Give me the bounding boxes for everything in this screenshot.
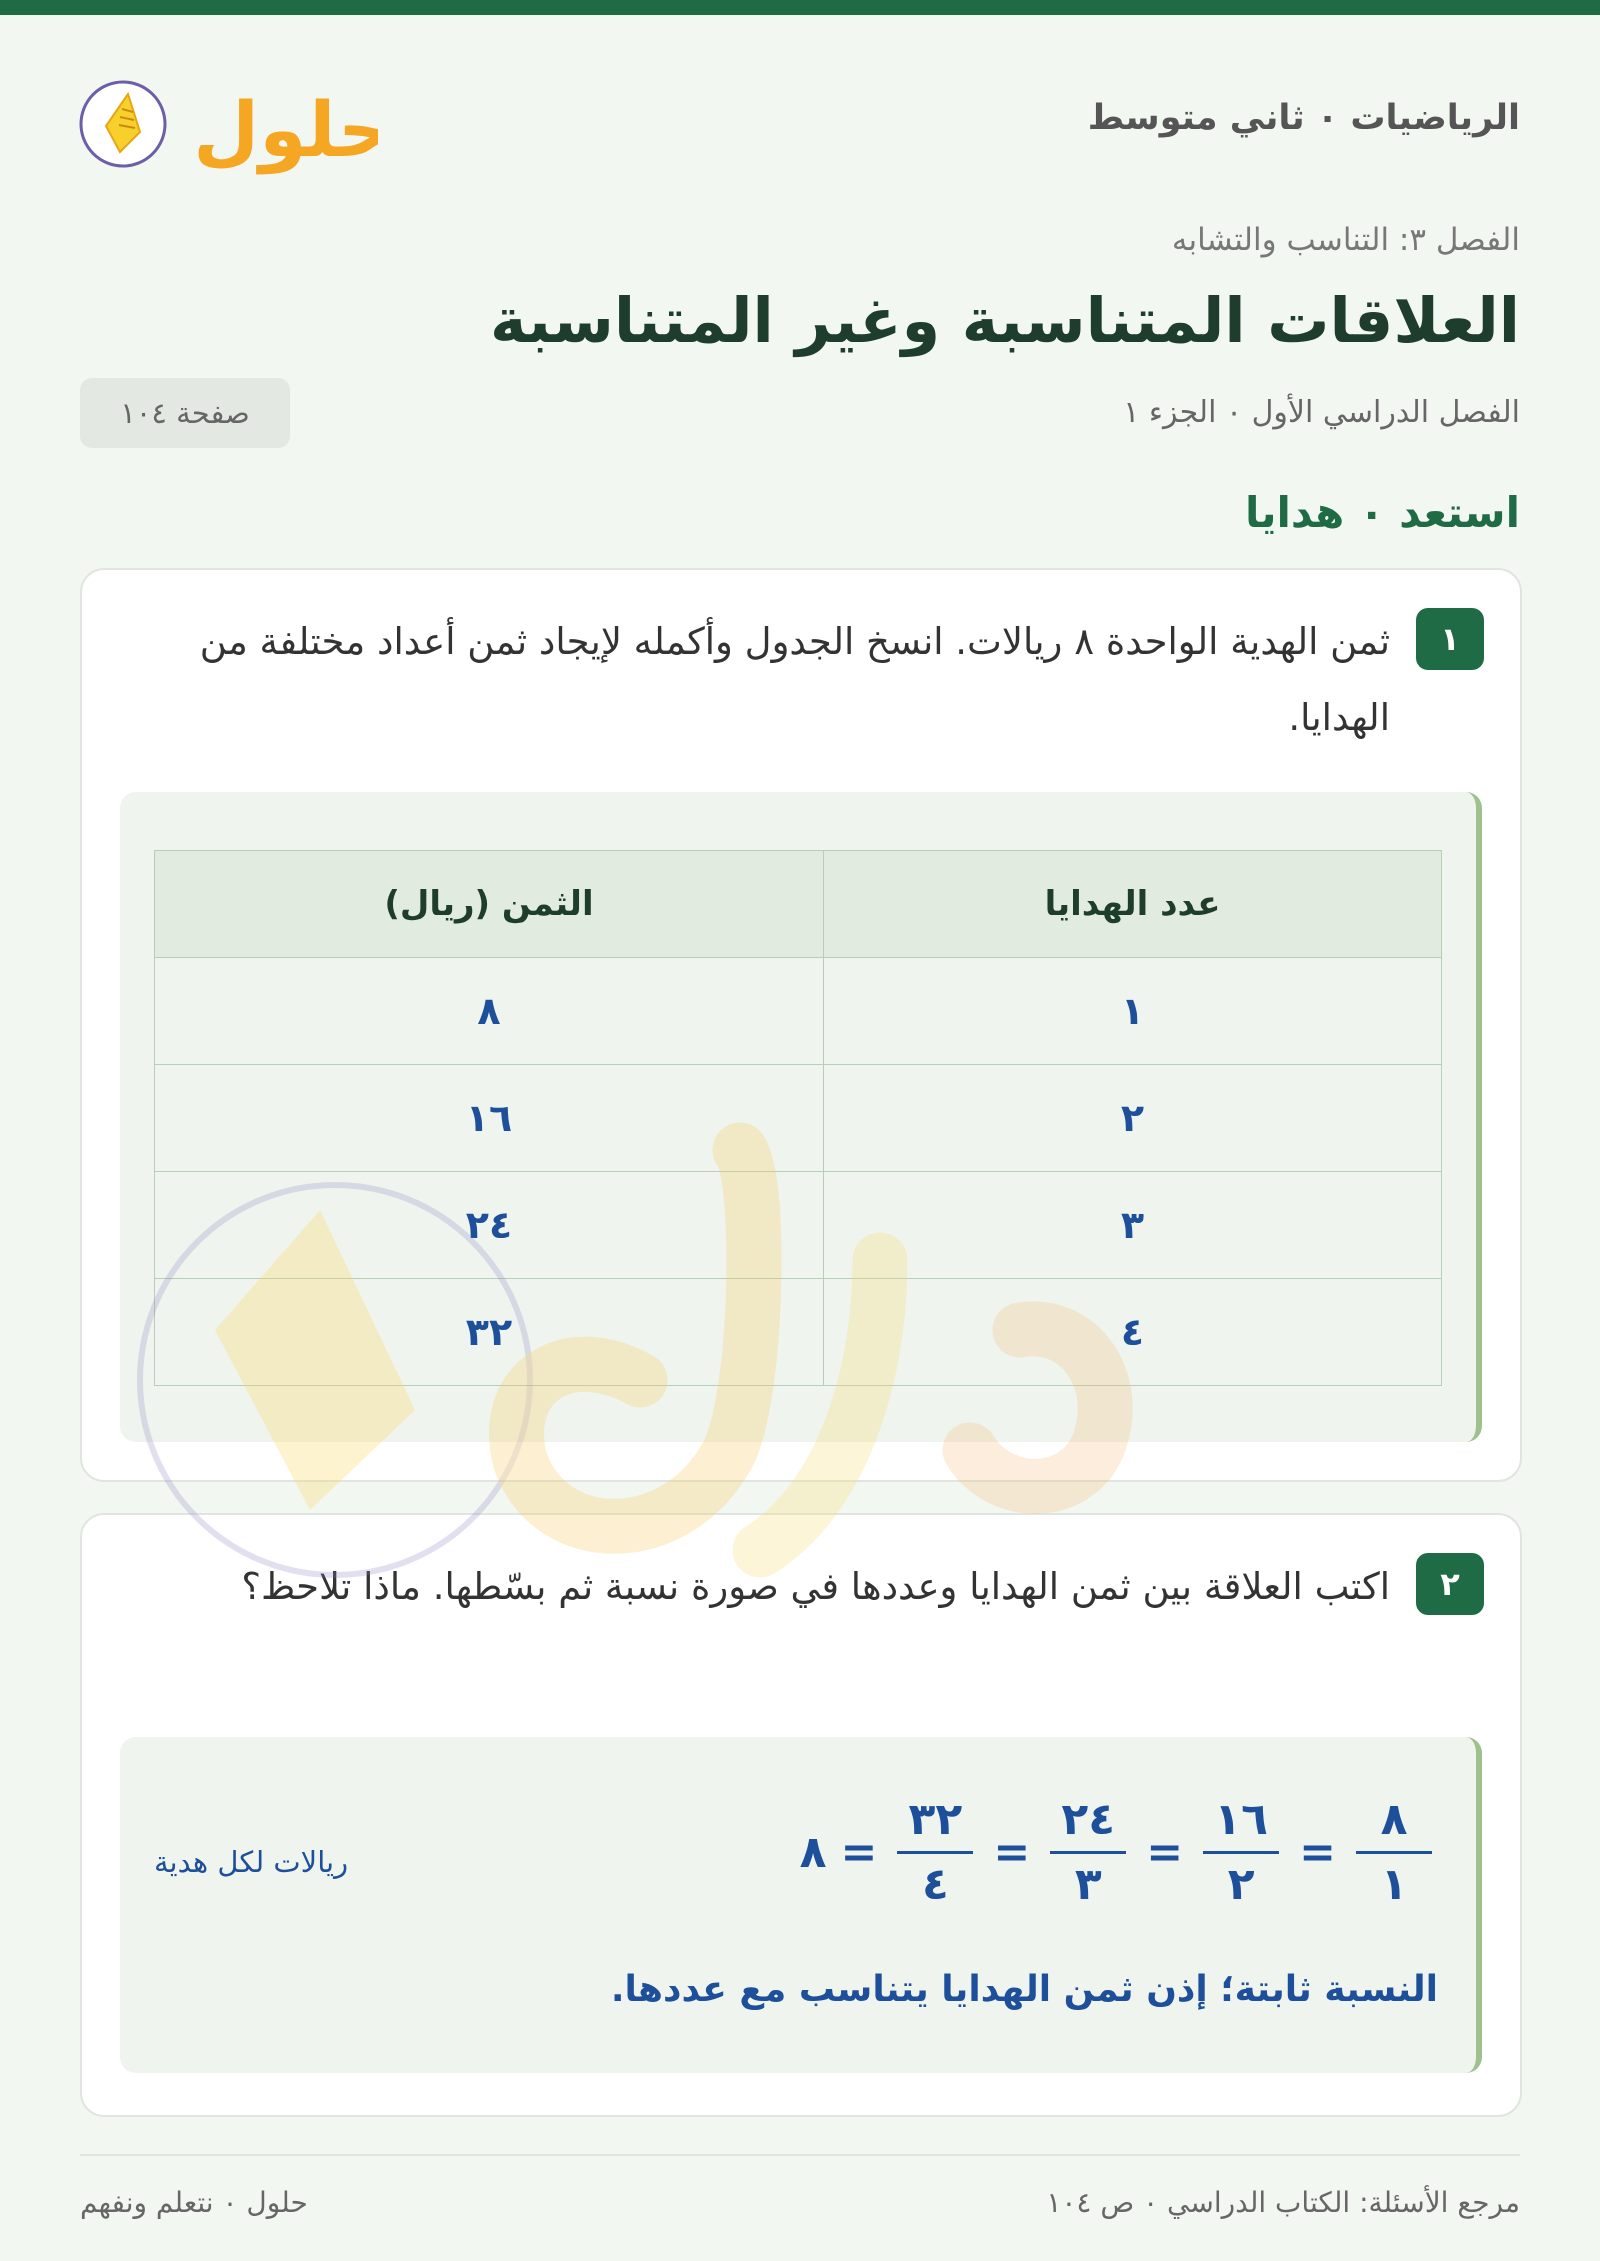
question-number-badge: ٢ [1416,1553,1484,1615]
ratio-equation [800,1789,1438,1916]
unit-note: ريالات لكل هدية [154,1845,349,1879]
fraction-denominator: ٤ [921,1859,949,1910]
fraction-numerator: ٣٢ [908,1794,963,1845]
table-header-row [155,851,1442,958]
equals-sign: = [1299,1827,1336,1878]
table-row [155,1279,1442,1386]
ratio-fraction [1050,1789,1126,1916]
question-number-badge: ١ [1416,608,1484,670]
cell-price: ١٦ [155,1065,824,1172]
conclusion-text: النسبة ثابتة؛ إذن ثمن الهدايا يتناسب مع عددها. [610,1969,1438,2010]
term-label: الفصل الدراسي الأول ٠ الجزء ١ [1123,395,1520,430]
cell-price: ٣٢ [155,1279,824,1386]
cell-count: ٣ [824,1172,1442,1279]
ratio-fraction [1203,1789,1279,1916]
chapter-label: الفصل ٣: التناسب والتشابه [1171,222,1520,258]
cell-count: ٤ [824,1279,1442,1386]
footer-reference: مرجع الأسئلة: الكتاب الدراسي ٠ ص ١٠٤ [1046,2186,1520,2219]
question-card-1 [80,568,1522,1482]
fraction-denominator: ٢ [1227,1859,1255,1910]
question-card-2 [80,1513,1522,2117]
page-title: العلاقات المتناسبة وغير المتناسبة [489,284,1520,357]
logo-text: حلول [193,85,378,174]
table-row [155,958,1442,1065]
page-number-badge: صفحة ١٠٤ [80,378,290,448]
question-text: ثمن الهدية الواحدة ٨ ريالات. انسخ الجدول وأكمله لإيجاد ثمن أعداد مختلفة من الهدايا. [199,620,1390,739]
ratio-fraction [897,1789,973,1916]
fraction-denominator: ٣ [1074,1859,1102,1910]
column-header-count: عدد الهدايا [824,851,1442,958]
answer-box [120,1737,1482,2073]
ratio-result: ٨ [799,1827,827,1878]
fraction-numerator: ١٦ [1214,1794,1268,1845]
section-heading: استعد ٠ هدايا [1244,488,1520,537]
cell-price: ٨ [155,958,824,1065]
gifts-price-table [154,850,1442,1386]
book-logo-icon [78,64,378,184]
fraction-numerator: ٨ [1380,1794,1408,1845]
equals-sign: = [993,1827,1031,1878]
table-row [155,1172,1442,1279]
question-text: اكتب العلاقة بين ثمن الهدايا وعددها في صورة نسبة ثم بسّطها. ماذا تلاحظ؟ [241,1565,1390,1608]
answer-box [120,792,1482,1442]
ratio-fraction [1356,1789,1432,1916]
brand-logo[interactable] [78,64,378,184]
top-accent-bar [0,0,1600,15]
footer-brand: حلول ٠ نتعلم ونفهم [80,2186,308,2219]
fraction-numerator: ٢٤ [1061,1794,1116,1845]
equals-sign: = [840,1827,878,1878]
fraction-denominator: ١ [1380,1859,1408,1910]
table-row [155,1065,1442,1172]
equals-sign: = [1146,1827,1184,1878]
cell-price: ٢٤ [155,1172,824,1279]
footer-divider [80,2154,1520,2156]
cell-count: ١ [824,958,1442,1065]
subject-grade-label: الرياضيات ٠ ثاني متوسط [1087,98,1520,138]
cell-count: ٢ [824,1065,1442,1172]
column-header-price: الثمن (ريال) [155,851,824,958]
